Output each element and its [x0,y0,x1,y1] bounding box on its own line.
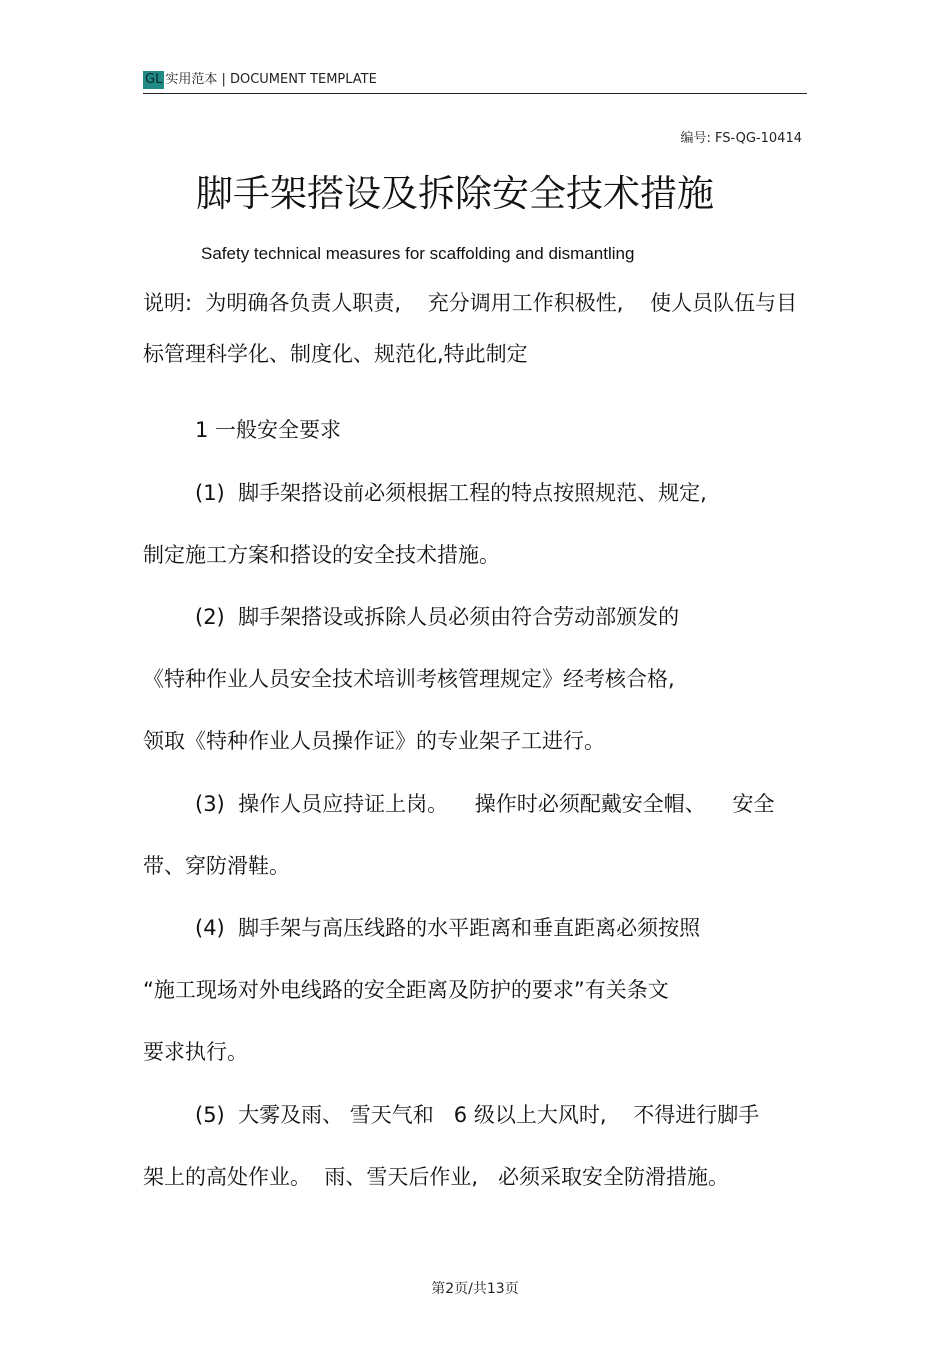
document-title: 脚手架搭设及拆除安全技术措施 [196,172,714,215]
header-label: 实用范本 | DOCUMENT TEMPLATE [165,72,377,87]
intro-line-2: 标管理科学化、制度化、规范化,特此制定 [143,342,528,366]
page-footer: 第2页/共13页 [431,1281,519,1297]
paragraph-line: (2) 脚手架搭设或拆除人员必须由符合劳动部颁发的 [195,605,680,629]
logo-badge: GL [145,72,163,87]
paragraph-line: 《特种作业人员安全技术培训考核管理规定》经考核合格, [143,667,675,691]
paragraph-line: 带、穿防滑鞋。 [143,854,290,878]
paragraph-line: 架上的高处作业。 雨、雪天后作业, 必须采取安全防滑措施。 [143,1165,730,1189]
paragraph-line: “施工现场对外电线路的安全距离及防护的要求”有关条文 [143,978,669,1002]
paragraph-line: (1) 脚手架搭设前必须根据工程的特点按照规范、规定, [195,481,707,505]
intro-line-1: 说明: 为明确各负责人职责, 充分调用工作积极性, 使人员队伍与目 [143,291,798,315]
paragraph-line: (3) 操作人员应持证上岗。 操作时必须配戴安全帽、 安全 [195,792,775,816]
paragraph-line: 制定施工方案和搭设的安全技术措施。 [143,543,500,567]
paragraph-line: 领取《特种作业人员操作证》的专业架子工进行。 [143,729,605,753]
paragraph-line: (5) 大雾及雨、 雪天气和 6 级以上大风时, 不得进行脚手 [195,1103,760,1127]
paragraph-line: 要求执行。 [143,1040,248,1064]
document-subtitle: Safety technical measures for scaffolding and dismantling [201,244,635,263]
paragraph-line: (4) 脚手架与高压线路的水平距离和垂直距离必须按照 [195,916,701,940]
page-header [143,71,807,94]
document-number: 编号: FS-QG-10414 [680,131,802,146]
section-heading: 1 一般安全要求 [195,418,342,442]
